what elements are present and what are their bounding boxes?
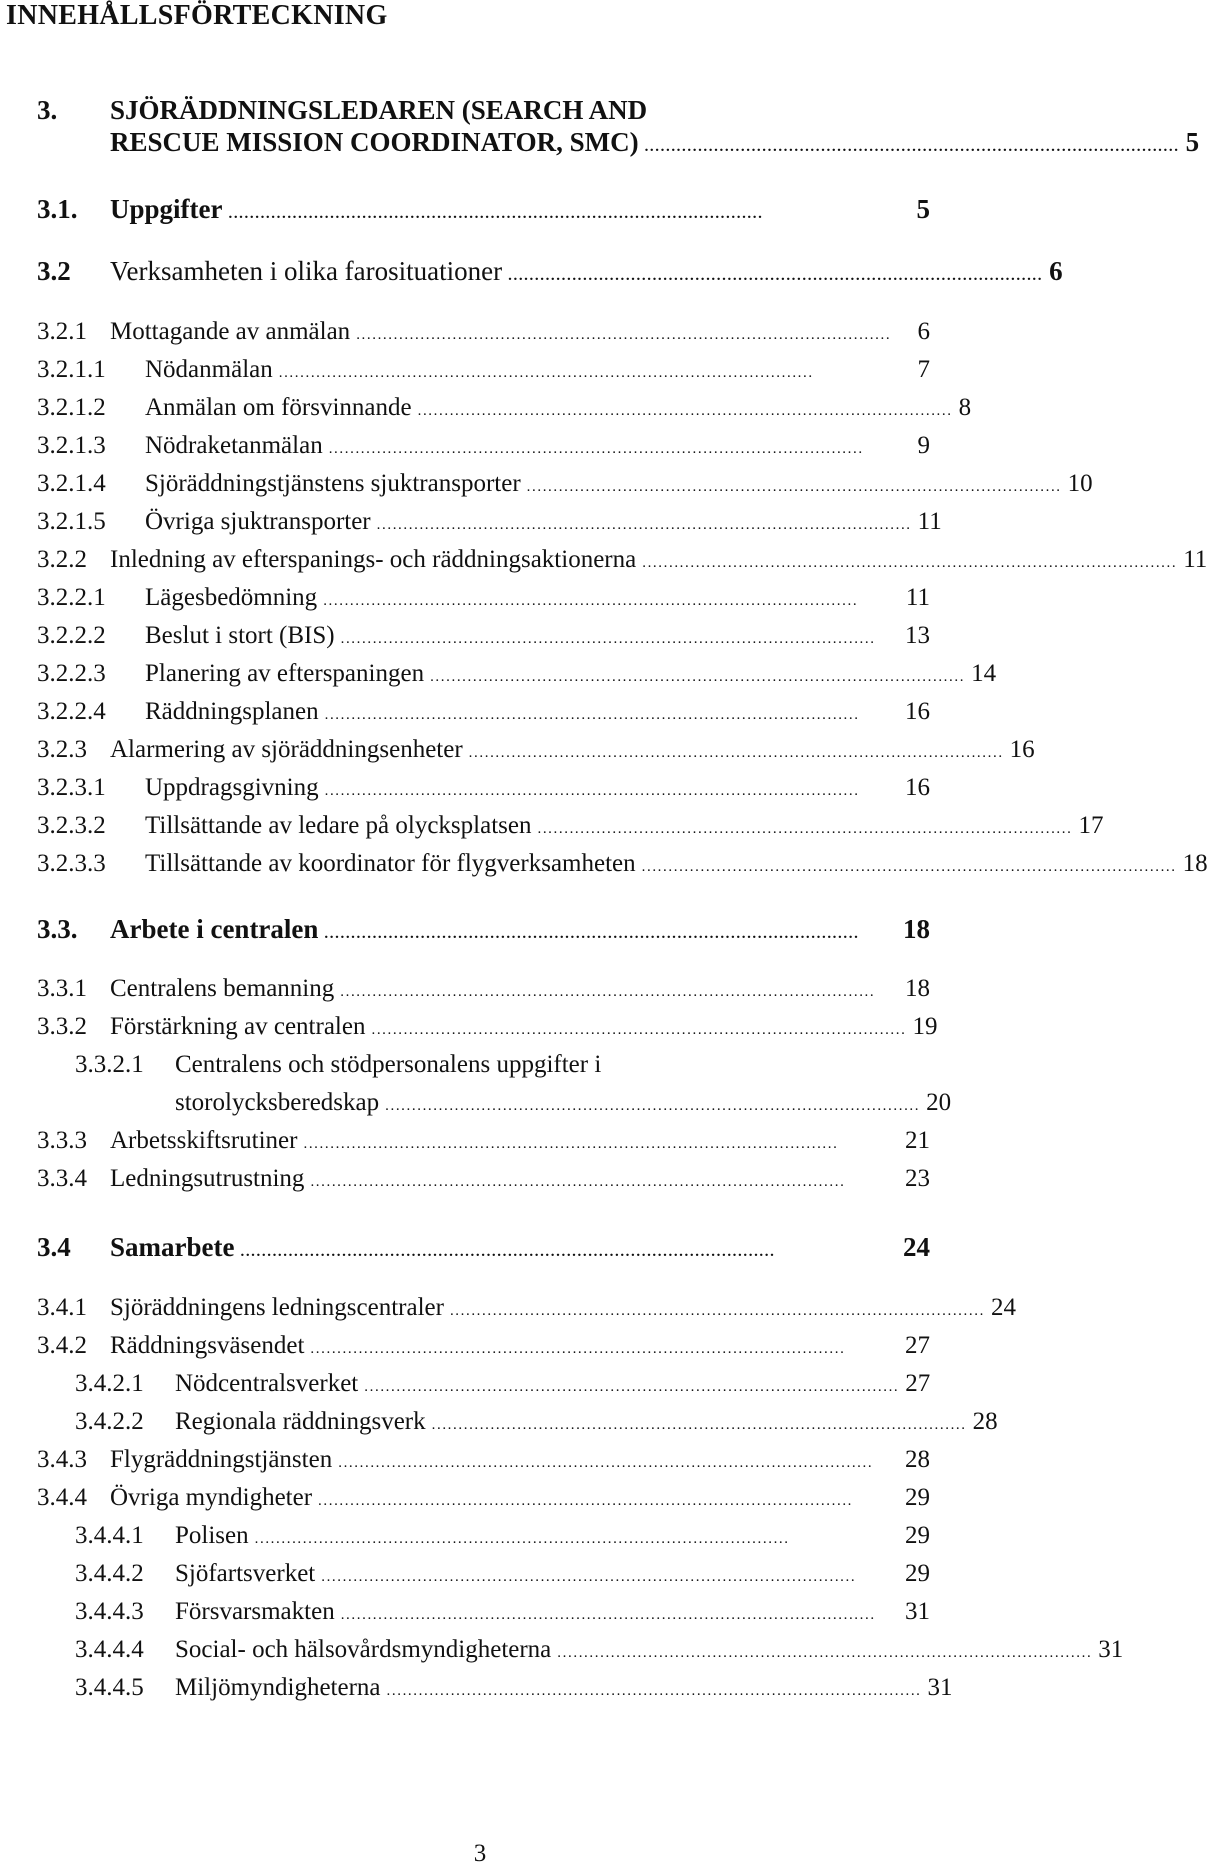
section-title: Mottagande av anmälan <box>110 318 351 345</box>
toc-entry[interactable] <box>37 507 942 540</box>
page-ref: 31 <box>1098 1636 1124 1663</box>
section-number: 3. <box>37 95 58 125</box>
section-title: Miljömyndigheterna <box>175 1674 381 1701</box>
toc-entry[interactable] <box>75 1559 930 1592</box>
section-title: Centralens bemanning <box>110 975 335 1002</box>
leader-dots: .................................................................................................... <box>338 1455 874 1471</box>
page-ref: 11 <box>905 584 930 611</box>
section-number: 3.2.2.4 <box>37 698 106 725</box>
toc-entry[interactable] <box>75 1050 930 1080</box>
section-number: 3.4.2.2 <box>75 1408 144 1435</box>
toc-title: INNEHÅLLSFÖRTECKNING <box>6 0 388 31</box>
leader-dots: .................................................................................................... <box>340 1607 876 1623</box>
leader-dots: .................................................................................................... <box>324 783 860 799</box>
toc-entry[interactable] <box>75 1369 930 1402</box>
toc-entry[interactable] <box>37 256 1063 291</box>
section-title: Sjöräddningens ledningscentraler <box>110 1294 444 1321</box>
leader-dots: .................................................................................................... <box>642 555 1178 571</box>
page-ref: 31 <box>905 1598 930 1625</box>
page-ref: 11 <box>917 508 942 535</box>
toc-entry[interactable] <box>37 974 930 1007</box>
section-title: Försvarsmakten <box>175 1598 335 1625</box>
section-number: 3.2.3.1 <box>37 774 106 801</box>
page-ref: 20 <box>926 1089 952 1116</box>
page-ref: 5 <box>1185 127 1200 157</box>
section-number: 3.2.1.3 <box>37 432 106 459</box>
section-number: 3.3.2 <box>37 1013 87 1040</box>
section-number: 3.1. <box>37 194 78 224</box>
section-number: 3.2.2.1 <box>37 584 106 611</box>
section-title: Polisen <box>175 1522 249 1549</box>
section-title: Inledning av efterspanings- och räddningsaktionerna <box>110 546 637 573</box>
page-ref: 6 <box>917 318 930 345</box>
page-ref: 21 <box>905 1127 930 1154</box>
toc-entry[interactable] <box>75 1635 1124 1668</box>
toc-entry[interactable] <box>37 1012 938 1045</box>
section-number: 3.2.3 <box>37 736 87 763</box>
section-number: 3.4.4.4 <box>75 1636 144 1663</box>
section-title: Förstärkning av centralen <box>110 1013 366 1040</box>
section-number: 3.2.2.2 <box>37 622 106 649</box>
toc-entry[interactable] <box>37 393 972 426</box>
section-number: 3.2.1.1 <box>37 356 106 383</box>
toc-entry[interactable] <box>37 735 1035 768</box>
leader-dots: .................................................................................................... <box>340 984 876 1000</box>
section-title: Lägesbedömning <box>145 584 318 611</box>
toc-entry[interactable] <box>37 659 997 692</box>
page-ref: 16 <box>905 774 930 801</box>
leader-dots: .................................................................................................... <box>371 1022 907 1038</box>
toc-entry[interactable] <box>37 1293 1016 1326</box>
section-number: 3.3.2.1 <box>75 1051 144 1078</box>
section-number: 3.2 <box>37 256 71 286</box>
page-ref: 18 <box>903 914 930 944</box>
section-number: 3.2.1.4 <box>37 470 106 497</box>
toc-entry[interactable] <box>37 1483 930 1516</box>
page-ref: 29 <box>905 1484 930 1511</box>
leader-dots: .................................................................................................... <box>641 859 1177 875</box>
page-ref: 6 <box>1049 256 1063 286</box>
section-title: Regionala räddningsverk <box>175 1408 426 1435</box>
section-title: Verksamheten i olika farosituationer <box>110 256 503 286</box>
section-title-continued: storolycksberedskap <box>175 1089 380 1116</box>
section-title: SJÖRÄDDNINGSLEDAREN (SEARCH AND <box>110 95 648 125</box>
section-number: 3.4 <box>37 1232 71 1262</box>
leader-dots: .................................................................................................... <box>321 1569 857 1585</box>
leader-dots: .................................................................................................... <box>324 707 860 723</box>
section-number: 3.2.3.3 <box>37 850 106 877</box>
section-number: 3.4.4.3 <box>75 1598 144 1625</box>
section-number: 3.3.4 <box>37 1165 87 1192</box>
leader-dots: .................................................................................................... <box>557 1645 1093 1661</box>
page-ref: 28 <box>972 1408 998 1435</box>
toc-entry[interactable] <box>37 1445 930 1478</box>
page-ref: 5 <box>916 194 930 224</box>
toc-entry[interactable] <box>37 95 930 125</box>
section-title: Nödcentralsverket <box>175 1370 359 1397</box>
leader-dots: .................................................................................................... <box>417 403 953 419</box>
section-number: 3.2.2 <box>37 546 87 573</box>
section-title: Social- och hälsovårdsmyndigheterna <box>175 1636 552 1663</box>
leader-dots: .................................................................................................... <box>228 206 764 222</box>
section-number: 3.2.1.2 <box>37 394 106 421</box>
section-title: Anmälan om försvinnande <box>145 394 412 421</box>
leader-dots: .................................................................................................... <box>364 1379 900 1395</box>
leader-dots: .................................................................................................... <box>431 1417 967 1433</box>
toc-entry[interactable] <box>37 583 930 616</box>
section-title: Uppdragsgivning <box>145 774 319 801</box>
page-ref: 28 <box>905 1446 930 1473</box>
page-ref: 7 <box>917 356 930 383</box>
page-ref: 16 <box>1009 736 1035 763</box>
section-number: 3.4.4.1 <box>75 1522 144 1549</box>
toc-entry-continuation[interactable] <box>175 1088 952 1121</box>
leader-dots: .................................................................................................... <box>386 1683 922 1699</box>
toc-entry[interactable] <box>75 1407 998 1440</box>
section-number: 3.4.2 <box>37 1332 87 1359</box>
section-title: Övriga myndigheter <box>110 1484 313 1511</box>
leader-dots: .................................................................................................... <box>323 593 859 609</box>
leader-dots: .................................................................................................... <box>310 1174 846 1190</box>
page-ref: 24 <box>990 1294 1016 1321</box>
page-ref: 8 <box>958 394 972 421</box>
page-ref: 10 <box>1067 470 1093 497</box>
page-ref: 27 <box>905 1332 930 1359</box>
section-number: 3.4.4 <box>37 1484 87 1511</box>
toc-entry[interactable] <box>37 697 930 730</box>
section-number: 3.4.1 <box>37 1294 87 1321</box>
section-number: 3.2.3.2 <box>37 812 106 839</box>
page-ref: 17 <box>1078 812 1104 839</box>
section-title: Beslut i stort (BIS) <box>145 622 335 649</box>
section-title: Flygräddningstjänsten <box>110 1446 333 1473</box>
leader-dots: .................................................................................................... <box>430 669 966 685</box>
leader-dots: .................................................................................................... <box>508 268 1044 284</box>
section-title: Arbete i centralen <box>110 914 319 944</box>
page-ref: 24 <box>903 1232 930 1262</box>
section-number: 3.2.2.3 <box>37 660 106 687</box>
toc-entry[interactable] <box>75 1673 953 1706</box>
toc-entry[interactable] <box>37 621 930 654</box>
section-title: Tillsättande av ledare på olycksplatsen <box>145 812 532 839</box>
toc-entry[interactable] <box>37 431 930 464</box>
leader-dots: .................................................................................................... <box>340 631 876 647</box>
section-number: 3.3.1 <box>37 975 87 1002</box>
section-number: 3.3. <box>37 914 78 944</box>
leader-dots: .................................................................................................... <box>310 1341 846 1357</box>
section-title: Sjöräddningstjänstens sjuktransporter <box>145 470 521 497</box>
section-title: Tillsättande av koordinator för flygverksamheten <box>145 850 636 877</box>
leader-dots: .................................................................................................... <box>376 517 912 533</box>
section-title: Övriga sjuktransporter <box>145 508 371 535</box>
leader-dots: .................................................................................................... <box>537 821 1073 837</box>
leader-dots: .................................................................................................... <box>356 327 892 343</box>
toc-entry[interactable] <box>37 849 1208 882</box>
page-ref: 18 <box>1182 850 1208 877</box>
toc-entry[interactable] <box>37 914 930 949</box>
leader-dots: .................................................................................................... <box>240 1244 776 1260</box>
section-title: Centralens och stödpersonalens uppgifter i <box>175 1051 602 1078</box>
section-title: Räddningsplanen <box>145 698 319 725</box>
section-title: Sjöfartsverket <box>175 1560 316 1587</box>
section-number: 3.4.4.2 <box>75 1560 144 1587</box>
section-title: Uppgifter <box>110 194 223 224</box>
leader-dots: .................................................................................................... <box>254 1531 790 1547</box>
section-title-continued: RESCUE MISSION COORDINATOR, SMC) <box>110 127 639 157</box>
leader-dots: .................................................................................................... <box>324 926 860 942</box>
section-title: Nödraketanmälan <box>145 432 323 459</box>
toc-entry[interactable] <box>37 317 930 350</box>
leader-dots: .................................................................................................... <box>303 1136 839 1152</box>
section-title: Planering av efterspaningen <box>145 660 425 687</box>
toc-entry[interactable] <box>37 1331 930 1364</box>
toc-entry[interactable] <box>37 355 930 388</box>
toc-entry[interactable] <box>75 1521 930 1554</box>
toc-entry[interactable] <box>37 1126 930 1159</box>
leader-dots: .................................................................................................... <box>385 1098 921 1114</box>
toc-entry[interactable] <box>37 773 930 806</box>
toc-entry-continuation[interactable] <box>110 127 1200 162</box>
page-ref: 13 <box>905 622 930 649</box>
section-title: Samarbete <box>110 1232 235 1262</box>
section-number: 3.2.1.5 <box>37 508 106 535</box>
section-number: 3.4.3 <box>37 1446 87 1473</box>
page-ref: 9 <box>917 432 930 459</box>
leader-dots: .................................................................................................... <box>468 745 1004 761</box>
leader-dots: .................................................................................................... <box>328 441 864 457</box>
page-ref: 19 <box>912 1013 938 1040</box>
page-ref: 23 <box>905 1165 930 1192</box>
page-ref: 31 <box>927 1674 953 1701</box>
section-number: 3.4.4.5 <box>75 1674 144 1701</box>
leader-dots: .................................................................................................... <box>278 365 814 381</box>
section-number: 3.3.3 <box>37 1127 87 1154</box>
section-title: Räddningsväsendet <box>110 1332 305 1359</box>
toc-entry[interactable] <box>37 1232 930 1267</box>
page-number: 3 <box>473 1840 487 1867</box>
section-title: Alarmering av sjöräddningsenheter <box>110 736 463 763</box>
leader-dots: .................................................................................................... <box>449 1303 985 1319</box>
toc-entry[interactable] <box>37 469 1093 502</box>
toc-entry[interactable] <box>37 811 1104 844</box>
toc-entry[interactable] <box>37 545 1208 578</box>
toc-entry[interactable] <box>75 1597 930 1630</box>
page-ref: 29 <box>905 1560 930 1587</box>
page-ref: 11 <box>1183 546 1208 573</box>
leader-dots: .................................................................................................... <box>318 1493 854 1509</box>
toc-entry[interactable] <box>37 1164 930 1197</box>
section-title: Nödanmälan <box>145 356 273 383</box>
page-ref: 18 <box>905 975 930 1002</box>
section-title: Ledningsutrustning <box>110 1165 305 1192</box>
page-ref: 29 <box>905 1522 930 1549</box>
section-number: 3.4.2.1 <box>75 1370 144 1397</box>
toc-entry[interactable] <box>37 194 930 229</box>
section-number: 3.2.1 <box>37 318 87 345</box>
page-ref: 16 <box>905 698 930 725</box>
section-title: Arbetsskiftsrutiner <box>110 1127 298 1154</box>
leader-dots: .................................................................................................... <box>644 139 1180 155</box>
page-ref: 27 <box>905 1370 931 1397</box>
leader-dots: .................................................................................................... <box>526 479 1062 495</box>
page-ref: 14 <box>971 660 997 687</box>
